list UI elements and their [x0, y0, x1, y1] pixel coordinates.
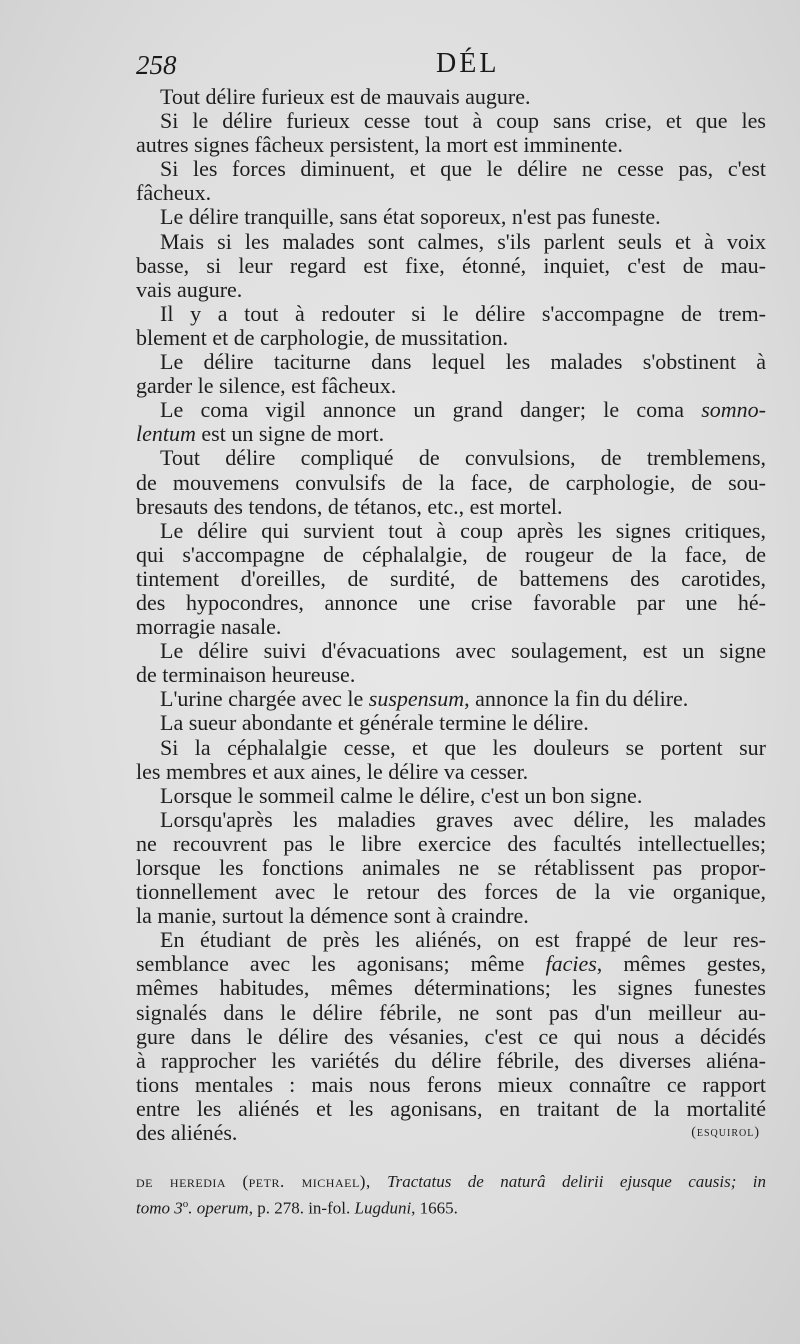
text-line: Le coma vigil annonce un grand danger; le coma somno- [160, 397, 766, 423]
text-line: En étudiant de près les aliénés, on est frappé de leur res- [160, 927, 766, 953]
text-line: des hypocondres, annonce une crise favorable par une hé- [136, 589, 766, 615]
body-text [136, 85, 766, 1145]
running-head: DÉL [436, 48, 500, 79]
text-line: garder le silence, est fâcheux. [136, 373, 397, 399]
text-line: mêmes habitudes, mêmes déterminations; les signes funestes [136, 975, 766, 1001]
author-signature: (esquirol) [691, 1125, 760, 1141]
text-line: Lorsqu'après les maladies graves avec délire, les malades [160, 806, 766, 832]
text-line: les membres et aux aines, le délire va cesser. [136, 758, 529, 784]
text-line: Le délire tranquille, sans état soporeux, n'est pas funeste. [160, 204, 661, 230]
text-line: blement et de carphologie, de mussitation. [136, 324, 509, 350]
text-line: la manie, surtout la démence sont à craindre. [136, 903, 529, 929]
text-line: fâcheux. [136, 180, 212, 206]
page-number: 258 [136, 50, 177, 80]
text-line: Le délire suivi d'évacuations avec soulagement, est un signe [160, 638, 766, 664]
bibliography-author-forename: (petr. michael), [242, 1172, 371, 1191]
text-line: à rapprocher les variétés du délire fébrile, des diverses aliéna- [136, 1047, 766, 1073]
bibliography-author: de heredia [136, 1172, 227, 1191]
text-line: tionnellement avec le retour des forces de la vie organique, [136, 879, 766, 905]
text-line: gure dans le délire des vésanies, c'est ce qui nous a décidés [136, 1023, 766, 1049]
closing-line [136, 1121, 766, 1145]
text-line: Tout délire furieux est de mauvais augure. [160, 84, 531, 109]
text-line: Le délire taciturne dans lequel les malades s'obstinent à [160, 349, 766, 375]
bibliography-pages: , p. 278. in-fol. [248, 1198, 355, 1218]
text-line: bresauts des tendons, de tétanos, etc., est mortel. [136, 493, 563, 519]
bibliography-year: , 1665. [411, 1198, 458, 1218]
text-line: qui s'accompagne de céphalalgie, de rougeur de la face, de [136, 541, 766, 567]
text-line: Il y a tout à redouter si le délire s'accompagne de trem- [160, 300, 766, 326]
bibliography-line [136, 1193, 766, 1216]
text-line: tions mentales : mais nous ferons mieux connaître ce rapport [136, 1071, 766, 1097]
text-line: autres signes fâcheux persistent, la mort est imminente. [136, 132, 623, 158]
bibliography-entry [136, 1170, 766, 1216]
text-line: morragie nasale. [136, 614, 282, 640]
text-line: Mais si les malades sont calmes, s'ils parlent seuls et à voix [160, 228, 766, 254]
text-line: Le délire qui survient tout à coup après les signes critiques, [160, 517, 766, 543]
text-line: Tout délire compliqué de convulsions, de tremblemens, [160, 445, 766, 471]
text-line: vais augure. [136, 276, 243, 302]
bibliography-line [136, 1170, 766, 1193]
text-line: Si les forces diminuent, et que le délire ne cesse pas, c'est [160, 156, 766, 182]
text-line: entre les aliénés et les agonisans, en traitant de la mortalité [136, 1095, 766, 1121]
text-line: semblance avec les agonisans; même facies, mêmes gestes, [136, 951, 766, 977]
text-line: Si le délire furieux cesse tout à coup sans crise, et que les [160, 108, 766, 134]
text-line: de terminaison heureuse. [136, 662, 356, 688]
bibliography-volume: tomo 3 [136, 1198, 183, 1218]
text-line: tintement d'oreilles, de surdité, de battemens des carotides, [136, 565, 766, 591]
text-line: lentum est un signe de mort. [136, 421, 385, 447]
page-header [136, 46, 756, 86]
closing-text: des aliénés. [136, 1120, 238, 1146]
bibliography-operum: . operum [188, 1198, 249, 1218]
bibliography-place: Lugduni [354, 1198, 412, 1218]
bibliography-volume-ordinal: o [182, 1198, 189, 1210]
text-line: L'urine chargée avec le suspensum, annonce la fin du délire. [160, 686, 689, 712]
text-line: basse, si leur regard est fixe, étonné, inquiet, c'est de mau- [136, 252, 766, 278]
text-line: Lorsque le sommeil calme le délire, c'est un bon signe. [160, 782, 643, 808]
text-line: signalés dans le délire fébrile, ne sont pas d'un meilleur au- [136, 999, 766, 1025]
text-line: La sueur abondante et générale termine le délire. [160, 710, 589, 736]
text-line: Si la céphalalgie cesse, et que les douleurs se portent sur [160, 734, 766, 760]
text-line: lorsque les fonctions animales ne se rétablissent pas propor- [136, 855, 766, 880]
text-line: ne recouvrent pas le libre exercice des facultés intellectuelles; [136, 830, 766, 856]
bibliography-title: Tractatus de naturâ delirii ejusque causis; in [387, 1172, 767, 1191]
text-line: de mouvemens convulsifs de la face, de carphologie, de sou- [136, 469, 766, 495]
